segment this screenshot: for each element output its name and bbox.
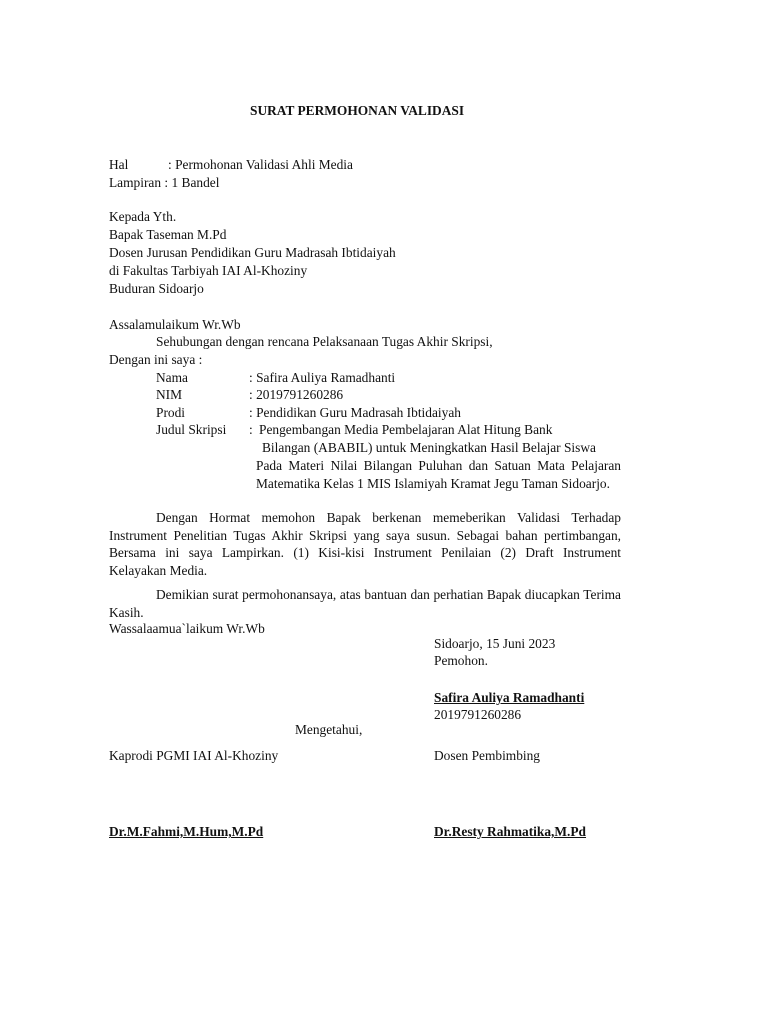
nim-label: NIM	[156, 387, 183, 402]
applicant-nim: 2019791260286	[434, 707, 522, 722]
recipient-line-5: Buduran Sidoarjo	[109, 281, 204, 296]
closing-salutation: Wassalaamua`laikum Wr.Wb	[109, 621, 265, 636]
nim-value: : 2019791260286	[249, 387, 344, 402]
body-paragraph-2: Demikian surat permohonansaya, atas bantuan dan perhatian Bapak diucapkan Terima Kasih.	[109, 587, 621, 620]
intro-line: Sehubungan dengan rencana Pelaksanaan Tugas Akhir Skripsi,	[156, 334, 493, 349]
pembimbing-name: Dr.Resty Rahmatika,M.Pd	[434, 824, 587, 839]
recipient-line-3: Dosen Jurusan Pendidikan Guru Madrasah Ibtidaiyah	[109, 245, 396, 260]
kaprodi-name: Dr.M.Fahmi,M.Hum,M.Pd	[109, 824, 264, 839]
prodi-value: : Pendidikan Guru Madrasah Ibtidaiyah	[249, 405, 461, 420]
nama-value: : Safira Auliya Ramadhanti	[249, 370, 396, 385]
recipient-line-4: di Fakultas Tarbiyah IAI Al-Khoziny	[109, 263, 308, 278]
letter-title: SURAT PERMOHONAN VALIDASI	[250, 103, 465, 118]
place-date: Sidoarjo, 15 Juni 2023	[434, 636, 556, 651]
lampiran-line: Lampiran : 1 Bandel	[109, 175, 220, 190]
judul-line-1: Pengembangan Media Pembelajaran Alat Hitung Bank	[259, 422, 553, 437]
hal-label: Hal	[109, 157, 129, 172]
mengetahui-label: Mengetahui,	[295, 722, 363, 737]
prodi-label: Prodi	[156, 405, 186, 420]
judul-label: Judul Skripsi	[156, 422, 227, 437]
recipient-line-2: Bapak Taseman M.Pd	[109, 227, 227, 242]
judul-rest: Pada Materi Nilai Bilangan Puluhan dan Satuan Mata Pelajaran Matematika Kelas 1 MIS Islamiyah Kramat Jegu Taman Sidoarjo.	[256, 458, 621, 491]
nama-label: Nama	[156, 370, 188, 385]
recipient-line-1: Kepada Yth.	[109, 209, 177, 224]
greeting: Assalamulaikum Wr.Wb	[109, 317, 241, 332]
body-paragraph-1: Dengan Hormat memohon Bapak berkenan memeberikan Validasi Terhadap Instrument Penelitian Tugas Akhir Skripsi yang saya susun. Sebagai bahan pertimbangan, Bersama ini saya Lampirkan. (1) Kisi-kisi Instrument Penilaian (2) Draft Instrument Kelayakan Media.	[109, 510, 621, 578]
kaprodi-role: Kaprodi PGMI IAI Al-Khoziny	[109, 748, 279, 763]
pembimbing-role: Dosen Pembimbing	[434, 748, 541, 763]
judul-colon: :	[249, 422, 253, 437]
hal-value: : Permohonan Validasi Ahli Media	[168, 157, 353, 172]
applicant-name: Safira Auliya Ramadhanti	[434, 690, 585, 705]
dengan-line: Dengan ini saya :	[109, 352, 203, 367]
judul-line-2: Bilangan (ABABIL) untuk Meningkatkan Hasil Belajar Siswa	[262, 440, 596, 455]
pemohon-label: Pemohon.	[434, 653, 488, 668]
